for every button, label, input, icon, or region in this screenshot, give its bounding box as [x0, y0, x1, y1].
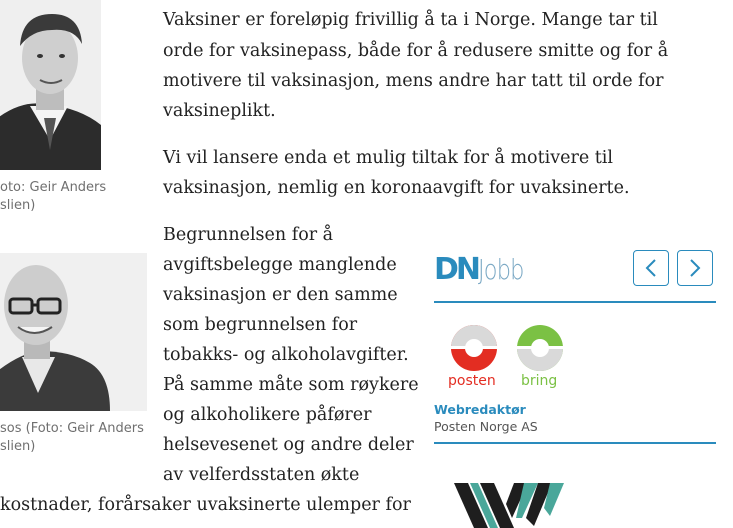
- divider: [434, 301, 716, 303]
- job-title[interactable]: Webredaktør: [434, 402, 526, 417]
- text-line: Begrunnelsen for å: [163, 225, 334, 245]
- prev-button[interactable]: [633, 250, 669, 286]
- author-photo-1: [0, 0, 101, 170]
- divider: [434, 442, 716, 444]
- caption-line: sos (Foto: Geir Anders: [0, 421, 144, 436]
- text-line: kostnader, forårsaker uvaksinerte ulemper for: [0, 495, 411, 515]
- caption-line: oto: Geir Anders: [0, 180, 107, 195]
- posten-wordmark: posten: [448, 373, 496, 389]
- text-line: som begrunnelsen for: [163, 315, 358, 335]
- text-line: motivere til vaksinasjon, mens andre har tatt til orde for: [163, 71, 664, 91]
- text-line: orde for vaksinepass, både for å redusere smitte og for å: [163, 41, 669, 61]
- text-line: vaksinasjon er den samme: [163, 285, 398, 305]
- text-line: På samme måte som røykere: [163, 375, 419, 395]
- text-line: Vaksiner er foreløpig frivillig å ta i Norge. Mange tar til: [163, 10, 658, 30]
- logo-dn-text: DN: [434, 252, 479, 287]
- text-line: av velferdsstaten økte: [163, 465, 360, 485]
- author-photo-2: [0, 253, 147, 411]
- next-button[interactable]: [677, 250, 713, 286]
- caption-line: slien): [0, 198, 36, 213]
- text-line: Vi vil lansere enda et mulig tiltak for å motivere til: [163, 148, 613, 168]
- text-line: og alkoholikere påfører: [163, 405, 372, 425]
- caption-line: slien): [0, 439, 36, 454]
- text-line: tobakks- og alkoholavgifter.: [163, 345, 409, 365]
- text-line: vaksinasjon, nemlig en koronaavgift for uvaksinerte.: [163, 178, 630, 198]
- job-company: Posten Norge AS: [434, 419, 538, 434]
- photo-caption-1: [0, 179, 106, 215]
- photo-caption-2: [0, 420, 144, 456]
- text-line: avgiftsbelegge manglende: [163, 255, 397, 275]
- text-line: vaksineplikt.: [163, 101, 276, 121]
- portrait-image: [0, 253, 147, 411]
- dn-jobb-logo[interactable]: [434, 254, 535, 286]
- text-line: helsevesenet og andre deler: [163, 435, 414, 455]
- logo-jobb-text: Jobb: [478, 253, 524, 286]
- vy-logo-icon[interactable]: [454, 478, 564, 528]
- chevron-right-icon: [688, 258, 702, 278]
- portrait-image: [0, 0, 101, 170]
- bring-logo-icon: [514, 324, 566, 374]
- bring-wordmark: bring: [521, 373, 558, 389]
- posten-logo-icon: [448, 324, 500, 374]
- chevron-left-icon: [644, 258, 658, 278]
